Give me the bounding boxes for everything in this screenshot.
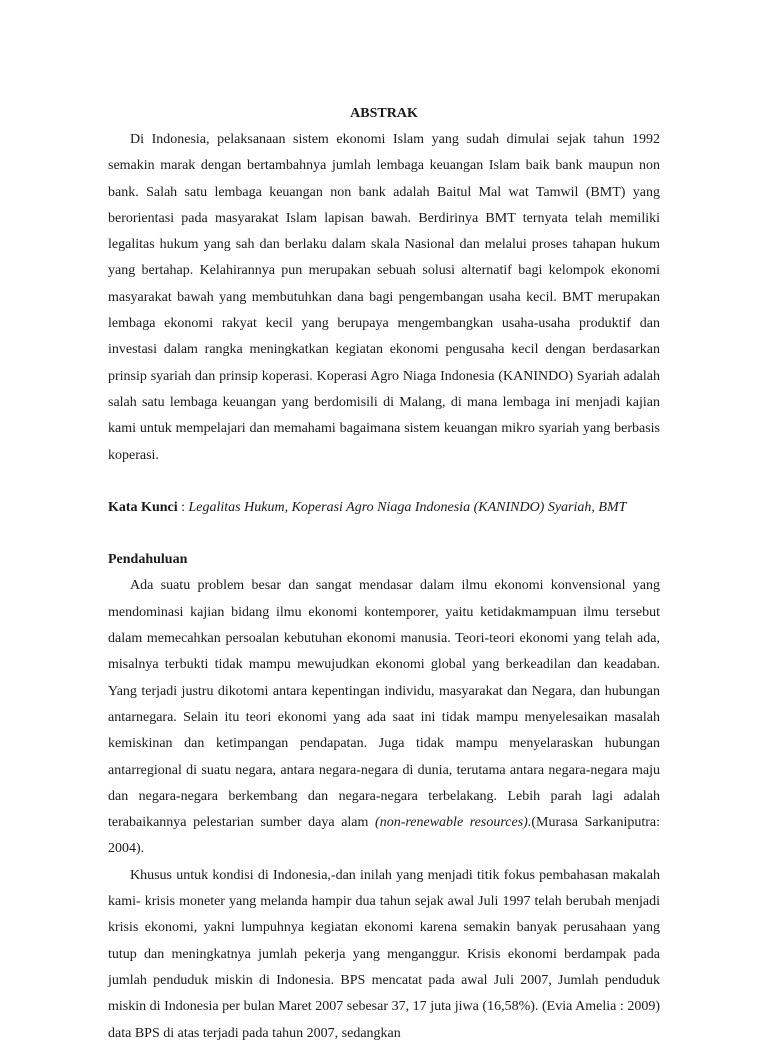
document-page (108, 101, 660, 1047)
abstract-paragraph: Di Indonesia, pelaksanaan sistem ekonomi Islam yang sudah dimulai sejak tahun 1992 semakin marak dengan bertambahnya jumlah lembaga keuangan Islam baik bank maupun non bank. Salah satu lembaga keuangan non bank adalah Baitul Mal wat Tamwil (BMT) yang berorientasi pada masyarakat Islam lapisan bawah. Berdirinya BMT ternyata telah memiliki legalitas hukum yang sah dan berlaku dalam skala Nasional dan melalui proses tahapan hukum yang bertahap. Kelahirannya pun merupakan sebuah solusi alternatif bagi kelompok ekonomi masyarakat bawah yang membutuhkan dana bagi pengembangan usaha kecil. BMT merupakan lembaga ekonomi rakyat kecil yang berupaya mengembangkan usaha-usaha produktif dan investasi dalam rangka meningkatkan kegiatan ekonomi pengusaha kecil dengan berdasarkan prinsip syariah dan prinsip koperasi. Koperasi Agro Niaga Indonesia (KANINDO) Syariah adalah salah satu lembaga keuangan yang berdomisili di Malang, di mana lembaga ini menjadi kajian kami untuk mempelajari dan memahami bagaimana sistem keuangan mikro syariah yang berbasis koperasi. (108, 132, 660, 463)
intro-p1-main: Ada suatu problem besar dan sangat mendasar dalam ilmu ekonomi konvensional yang mendominasi kajian bidang ilmu ekonomi kontemporer, yaitu ketidakmampuan ilmu tersebut dalam memecahkan persoalan kebutuhan ekonomi manusia. Teori-teori ekonomi yang telah ada, misalnya terbukti tidak mampu mewujudkan ekonomi global yang berkeadilan dan keadaban. Yang terjadi justru dikotomi antara kepentingan individu, masyarakat dan Negara, dan hubungan antarnegara. Selain itu teori ekonomi yang ada saat ini tidak mampu menyelesaikan masalah kemiskinan dan ketimpangan pendapatan. Juga tidak mampu menyelaraskan hubungan antarregional di suatu negara, antara negara-negara di dunia, terutama antara negara-negara maju dan negara-negara berkembang dan negara-negara terbelakang. Lebih parah lagi adalah terabaikannya pelestarian sumber daya alam (108, 578, 660, 831)
intro-paragraph-2: Khusus untuk kondisi di Indonesia,-dan inilah yang menjadi titik fokus pembahasan makalah kami- krisis moneter yang melanda hampir dua tahun sejak awal Juli 1997 telah berubah menjadi krisis ekonomi, yakni lumpuhnya kegiatan ekonomi karena semakin banyak perusahaan yang tutup dan meningkatnya jumlah pekerja yang menganggur. Krisis ekonomi berdampak pada jumlah penduduk miskin di Indonesia. BPS mencatat pada awal Juli 2007, Jumlah penduduk miskin di Indonesia per bulan Maret 2007 sebesar 37, 17 juta jiwa (16,58%). (Evia Amelia : 2009) data BPS di atas terjadi pada tahun 2007, sedangkan (108, 867, 660, 1041)
intro-paragraph-1 (108, 573, 660, 862)
abstract-title: ABSTRAK (350, 106, 418, 121)
keywords-line (108, 495, 660, 521)
keywords-label: Kata Kunci (108, 499, 178, 515)
intro-p1-citation: (Murasa Sarkaniputra: 2004). (108, 815, 661, 857)
intro-p1-italic: (non-renewable resources). (375, 815, 532, 831)
section-heading: Pendahuluan (108, 552, 188, 568)
keywords-separator: : (177, 499, 189, 515)
keywords-text: Legalitas Hukum, Koperasi Agro Niaga Indonesia (KANINDO) Syariah, BMT (188, 499, 627, 515)
